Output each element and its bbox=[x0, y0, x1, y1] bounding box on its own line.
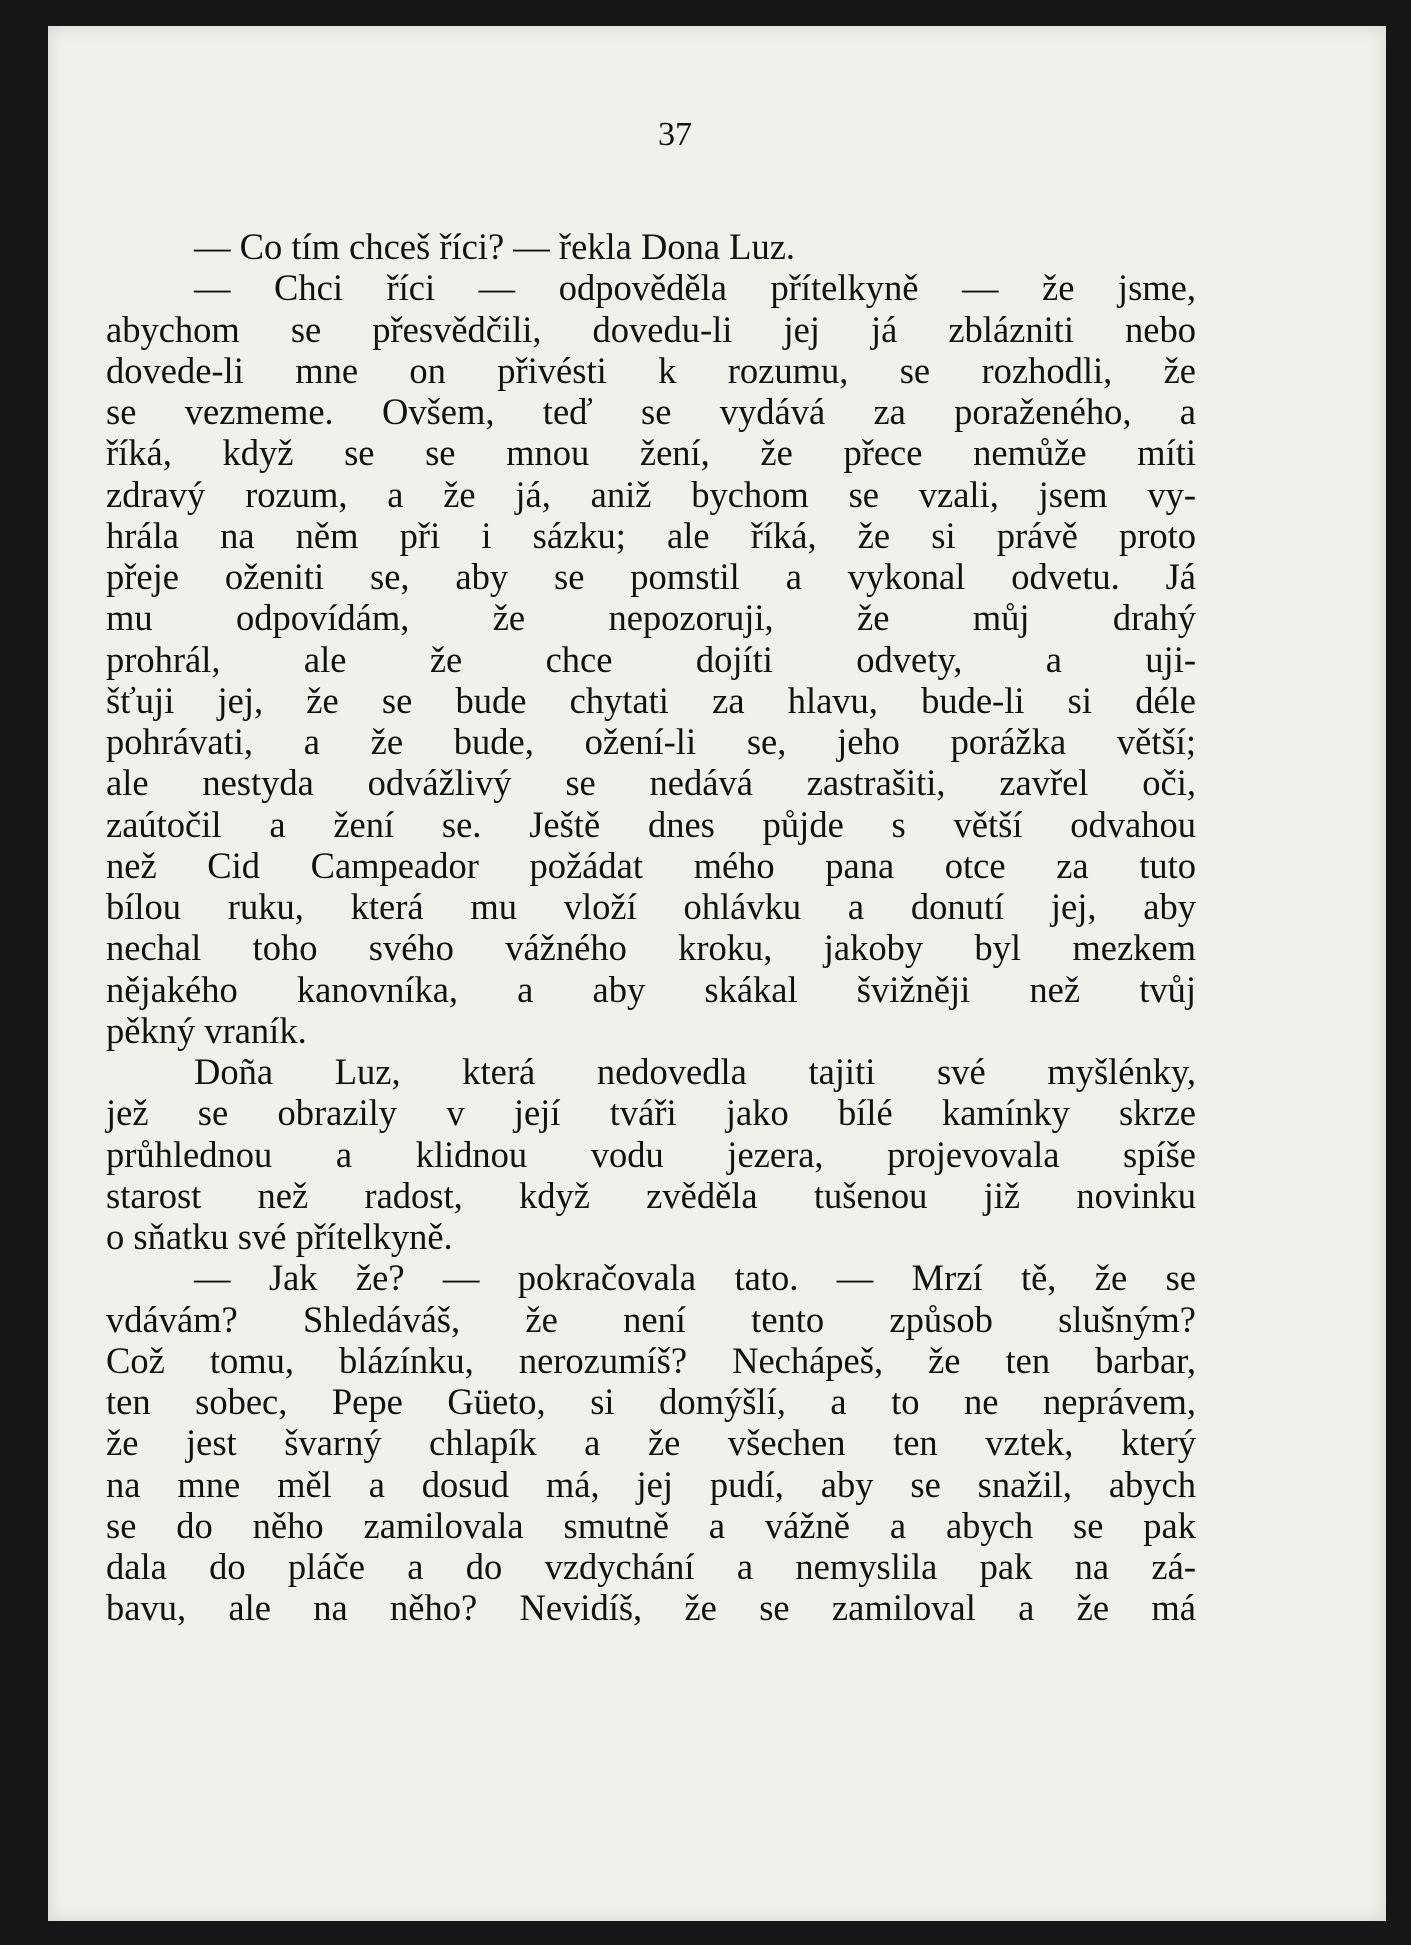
text-line: průhlednou a klidnou vodu jezera, projevovala spíše bbox=[106, 1133, 1196, 1175]
text-line: ale nestyda odvážlivý se nedává zastrašiti, zavřel oči, bbox=[106, 762, 1196, 804]
text-line: bílou ruku, která mu vloží ohlávku a donutí jej, aby bbox=[106, 886, 1196, 927]
text-line: Což tomu, blázínku, nerozumíš? Nechápeš, že ten barbar, bbox=[106, 1339, 1196, 1381]
book-page bbox=[48, 26, 1386, 1921]
text-line: mu odpovídám, že nepozoruji, že můj drahý bbox=[106, 597, 1196, 639]
text-line: — Co tím chceš říci? — řekla Dona Luz. bbox=[194, 226, 796, 267]
body-text bbox=[106, 226, 1196, 1629]
text-line: ten sobec, Pepe Güeto, si domýšlí, a to ne neprávem, bbox=[106, 1381, 1196, 1422]
text-line: říká, když se se mnou žení, že přece nemůže míti bbox=[106, 432, 1196, 474]
text-line: abychom se přesvědčili, dovedu-li jej já zblázniti nebo bbox=[106, 308, 1196, 350]
text-line: o sňatku své přítelkyně. bbox=[106, 1216, 453, 1257]
text-line: zaútočil a žení se. Ještě dnes půjde s větší odvahou bbox=[106, 803, 1196, 845]
text-line: se do něho zamilovala smutně a vážně a abych se pak bbox=[106, 1504, 1196, 1546]
text-line: šťuji jej, že se bude chytati za hlavu, bude-li si déle bbox=[106, 679, 1196, 721]
text-line: pohrávati, a že bude, ožení-li se, jeho porážka větší; bbox=[106, 721, 1196, 762]
text-line: nějakého kanovníka, a aby skákal švižněji než tvůj bbox=[106, 968, 1196, 1010]
text-line: bavu, ale na něho? Nevidíš, že se zamiloval a že má bbox=[106, 1587, 1196, 1629]
text-line: na mne měl a dosud má, jej pudí, aby se snažil, abych bbox=[106, 1463, 1196, 1505]
text-line: než Cid Campeador požádat mého pana otce za tuto bbox=[106, 844, 1196, 886]
page-number: 37 bbox=[658, 116, 692, 153]
text-line: — Jak že? — pokračovala tato. — Mrzí tě, že se bbox=[194, 1257, 1196, 1299]
text-line: nechal toho svého vážného kroku, jakoby byl mezkem bbox=[106, 927, 1196, 969]
text-line: že jest švarný chlapík a že všechen ten vztek, který bbox=[106, 1422, 1196, 1464]
text-line: přeje oženiti se, aby se pomstil a vykonal odvetu. Já bbox=[106, 556, 1196, 597]
text-line: pěkný vraník. bbox=[106, 1009, 307, 1051]
text-line: jež se obrazily v její tváři jako bílé kamínky skrze bbox=[106, 1092, 1196, 1134]
text-line: se vezmeme. Ovšem, teď se vydává za poraženého, a bbox=[106, 391, 1196, 432]
text-line: — Chci říci — odpověděla přítelkyně — že jsme, bbox=[194, 267, 1196, 309]
text-line: starost než radost, když zvěděla tušenou již novinku bbox=[106, 1174, 1196, 1216]
text-line: prohrál, ale že chce dojíti odvety, a uji- bbox=[106, 638, 1196, 680]
text-line: vdávám? Shledáváš, že není tento způsob slušným? bbox=[106, 1298, 1196, 1340]
text-line: dala do pláče a do vzdychání a nemyslila pak na zá- bbox=[106, 1546, 1196, 1587]
text-line: Doña Luz, která nedovedla tajiti své myšlénky, bbox=[194, 1051, 1196, 1092]
text-line: zdravý rozum, a že já, aniž bychom se vzali, jsem vy- bbox=[106, 473, 1196, 515]
text-line: dovede-li mne on přivésti k rozumu, se rozhodli, že bbox=[106, 349, 1196, 391]
text-line: hrála na něm při i sázku; ale říká, že si právě proto bbox=[106, 514, 1196, 556]
